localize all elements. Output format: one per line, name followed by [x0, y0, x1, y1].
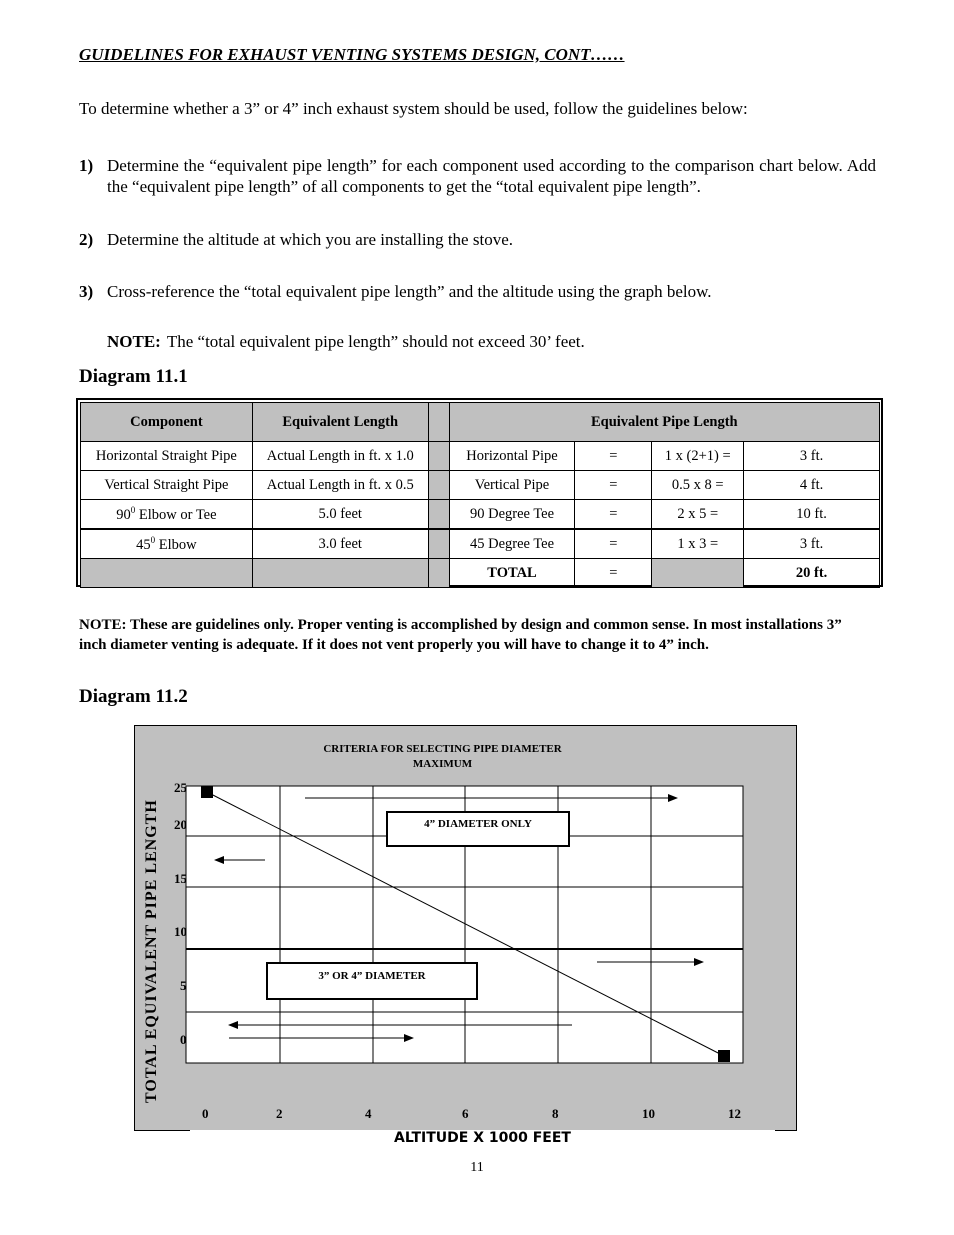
- region-4-inch-label: 4” DIAMETER ONLY: [424, 818, 532, 830]
- y-tick-label: 15: [174, 871, 187, 886]
- cell-result: 4 ft.: [744, 471, 880, 500]
- diagram-11-2-title: Diagram 11.2: [79, 686, 188, 707]
- x-tick-label: 10: [642, 1106, 655, 1121]
- header-equivalent-length: Equivalent Length: [252, 403, 428, 442]
- header-equivalent-pipe-length: Equivalent Pipe Length: [449, 403, 879, 442]
- y-axis-label: TOTAL EQUIVALENT PIPE LENGTH: [143, 799, 160, 1103]
- cell-equals: =: [575, 471, 652, 500]
- component-number: 90: [116, 506, 131, 523]
- cell-equivalent: 5.0 feet: [252, 500, 428, 530]
- y-tick-label: 5: [180, 978, 187, 993]
- cell-calc: 1 x (2+1) =: [652, 442, 744, 471]
- data-point-marker: [718, 1050, 730, 1062]
- x-tick-label: 2: [276, 1106, 283, 1121]
- step-text: Determine the altitude at which you are installing the stove.: [107, 230, 513, 249]
- cell-pipe: Horizontal Pipe: [449, 442, 575, 471]
- chart-title-line1: CRITERIA FOR SELECTING PIPE DIAMETER: [323, 743, 562, 755]
- component-number: 45: [136, 536, 151, 553]
- cell-equals: =: [575, 500, 652, 530]
- chart-title-line2: MAXIMUM: [412, 758, 473, 770]
- component-tail: Elbow: [155, 536, 197, 553]
- cell-calc: 2 x 5 =: [652, 500, 744, 530]
- cell-equivalent: Actual Length in ft. x 1.0: [252, 442, 428, 471]
- degree-superscript: 0: [130, 504, 136, 515]
- x-tick-label: 6: [462, 1106, 469, 1121]
- header-component: Component: [81, 403, 253, 442]
- note-label: NOTE:: [107, 332, 161, 351]
- step-text: Cross-reference the “total equivalent pipe length” and the altitude using the graph below.: [107, 282, 712, 301]
- y-tick-label: 25: [174, 780, 187, 795]
- page-heading: GUIDELINES FOR EXHAUST VENTING SYSTEMS DESIGN, CONT……: [79, 45, 625, 64]
- x-tick-label: 0: [202, 1106, 209, 1121]
- cell-result: 3 ft.: [744, 529, 880, 559]
- cell-equivalent: Actual Length in ft. x 0.5: [252, 471, 428, 500]
- component-tail: Elbow or Tee: [135, 506, 217, 523]
- cell-equals: =: [575, 442, 652, 471]
- cell-component: Horizontal Straight Pipe: [81, 442, 253, 471]
- note-text: The “total equivalent pipe length” should not exceed 30’ feet.: [166, 332, 585, 351]
- cell-calc: 0.5 x 8 =: [652, 471, 744, 500]
- cell-calc: 1 x 3 =: [652, 529, 744, 559]
- cell-pipe: Vertical Pipe: [449, 471, 575, 500]
- data-point-marker: [201, 786, 213, 798]
- region-3-or-4-inch-label: 3” OR 4” DIAMETER: [318, 970, 426, 982]
- cell-equals: =: [575, 559, 652, 588]
- cell-result: 3 ft.: [744, 442, 880, 471]
- note-guidelines: NOTE: These are guidelines only. Proper venting is accomplished by design and common sense. In most installations 3” inch diameter venting is adequate. If it does not vent properly you will have to change it to 4” inch.: [79, 617, 842, 653]
- cell-pipe: 90 Degree Tee: [449, 500, 575, 530]
- diagram-11-1-title: Diagram 11.1: [79, 366, 188, 387]
- step-number: 3): [79, 282, 94, 301]
- total-result: 20 ft.: [744, 559, 880, 588]
- total-label: TOTAL: [449, 559, 575, 588]
- cell-component: Vertical Straight Pipe: [81, 471, 253, 500]
- x-tick-label: 12: [728, 1106, 741, 1121]
- step-text: Determine the “equivalent pipe length” for each component used according to the comparison chart below. Add the “equivalent pipe length” of all components to get the “total equivalent pipe length”.: [107, 156, 876, 196]
- degree-superscript: 0: [150, 534, 156, 545]
- step-number: 2): [79, 230, 94, 249]
- intro-paragraph: To determine whether a 3” or 4” inch exhaust system should be used, follow the guidelines below:: [79, 99, 748, 118]
- cell-equals: =: [575, 529, 652, 559]
- x-tick-label: 8: [552, 1106, 559, 1121]
- y-tick-label: 0: [180, 1032, 187, 1047]
- y-tick-label: 10: [174, 924, 187, 939]
- step-number: 1): [79, 156, 94, 175]
- y-tick-label: 20: [174, 817, 187, 832]
- x-tick-label: 4: [365, 1106, 372, 1121]
- cell-result: 10 ft.: [744, 500, 880, 530]
- x-axis-label: ALTITUDE X 1000 FEET: [394, 1130, 571, 1146]
- page-number: 11: [470, 1160, 484, 1175]
- cell-pipe: 45 Degree Tee: [449, 529, 575, 559]
- cell-equivalent: 3.0 feet: [252, 529, 428, 559]
